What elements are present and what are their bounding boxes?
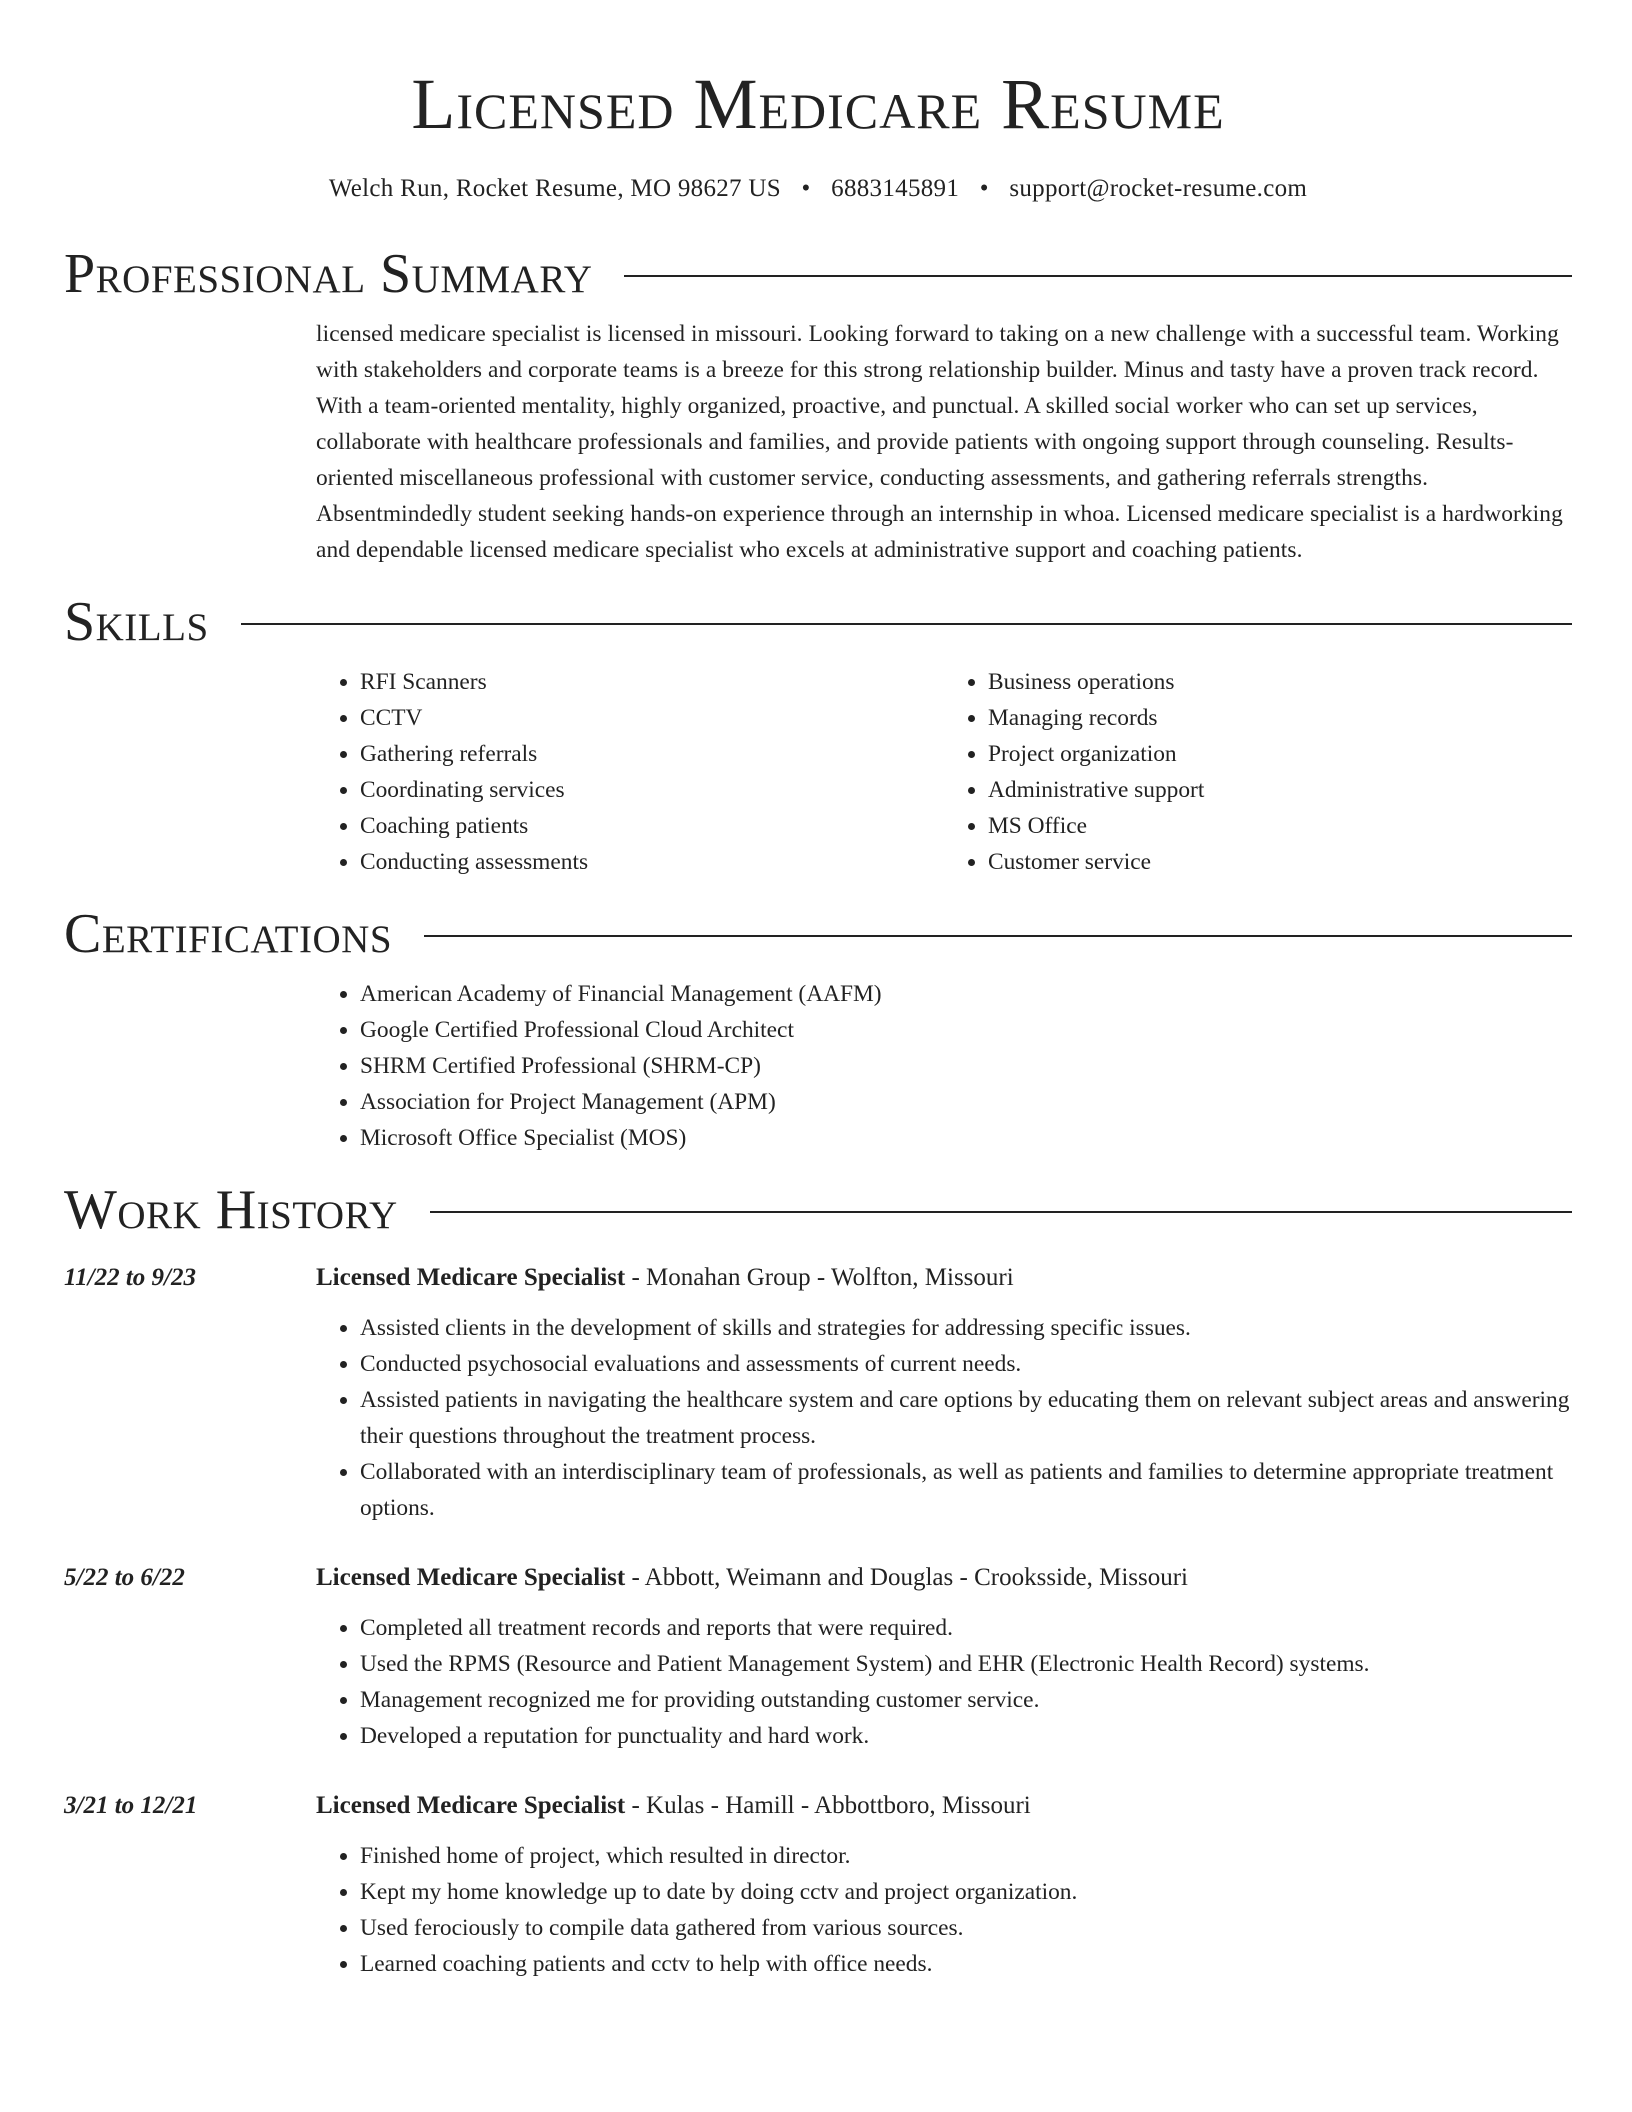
section-divider <box>430 1211 1572 1213</box>
job-title: Licensed Medicare Specialist <box>316 1564 626 1591</box>
job-bullet: • Conducted psychosocial evaluations and assessments of current needs. <box>360 1346 1572 1382</box>
job-employer: - Abbott, Weimann and Douglas - Crooksside, Missouri <box>625 1564 1188 1591</box>
job-dates: 3/21 to 12/21 <box>64 1792 198 1819</box>
summary-section-header <box>64 242 1572 306</box>
job-bullet: • Completed all treatment records and reports that were required. <box>360 1610 1572 1646</box>
job-bullet: • Used ferociously to compile data gathered from various sources. <box>360 1910 1572 1946</box>
skill-item: • CCTV <box>360 700 944 736</box>
job-header <box>64 1560 1572 1596</box>
skill-item: • Business operations <box>988 664 1572 700</box>
section-divider <box>424 935 1572 937</box>
skills-heading: Skills <box>64 591 209 653</box>
job-dates: 5/22 to 6/22 <box>64 1564 185 1591</box>
work-history-list <box>64 1260 1572 1982</box>
certification-item: • Association for Project Management (APM) <box>360 1084 1572 1120</box>
skill-item: • Managing records <box>988 700 1572 736</box>
section-divider <box>241 623 1572 625</box>
skill-item: • Coordinating services <box>360 772 944 808</box>
skills-list <box>316 664 1572 880</box>
certification-item: • SHRM Certified Professional (SHRM-CP) <box>360 1048 1572 1084</box>
job-heading <box>316 1788 1031 1824</box>
skill-item: • RFI Scanners <box>360 664 944 700</box>
certifications-list <box>316 976 1572 1156</box>
skill-item: • Administrative support <box>988 772 1572 808</box>
skill-item: • Coaching patients <box>360 808 944 844</box>
contact-separator: • <box>801 175 811 202</box>
contact-line <box>64 174 1572 204</box>
skill-item: • Gathering referrals <box>360 736 944 772</box>
certification-item: • American Academy of Financial Management (AAFM) <box>360 976 1572 1012</box>
job-bullet: • Assisted clients in the development of skills and strategies for addressing specific issues. <box>360 1310 1572 1346</box>
skill-item: • MS Office <box>988 808 1572 844</box>
summary-heading: Professional Summary <box>64 243 593 305</box>
section-divider <box>624 275 1572 277</box>
job-header <box>64 1260 1572 1296</box>
job-bullet: • Finished home of project, which resulted in director. <box>360 1838 1572 1874</box>
certifications-section-header <box>64 902 1572 966</box>
job-bullets <box>316 1310 1572 1526</box>
job-bullet: • Assisted patients in navigating the healthcare system and care options by educating them on relevant subject areas and answering their questions throughout the treatment process. <box>360 1382 1572 1454</box>
skill-item: • Project organization <box>988 736 1572 772</box>
work-history-heading: Work History <box>64 1179 398 1241</box>
job-entry <box>64 1788 1572 1982</box>
job-employer: - Kulas - Hamill - Abbottboro, Missouri <box>625 1792 1031 1819</box>
job-bullets <box>316 1838 1572 1982</box>
skill-item: • Customer service <box>988 844 1572 880</box>
contact-email: support@rocket-resume.com <box>1009 175 1308 202</box>
contact-address: Welch Run, Rocket Resume, MO 98627 US <box>328 175 781 202</box>
skills-column-left <box>316 664 944 880</box>
job-bullet: • Used the RPMS (Resource and Patient Management System) and EHR (Electronic Health Record) systems. <box>360 1646 1572 1682</box>
skill-item: • Conducting assessments <box>360 844 944 880</box>
job-bullet: • Learned coaching patients and cctv to help with office needs. <box>360 1946 1572 1982</box>
job-bullet: • Developed a reputation for punctuality and hard work. <box>360 1718 1572 1754</box>
resume-title: Licensed Medicare Resume <box>411 64 1225 144</box>
job-bullets <box>316 1610 1572 1754</box>
job-employer: - Monahan Group - Wolfton, Missouri <box>625 1264 1014 1291</box>
job-title: Licensed Medicare Specialist <box>316 1792 626 1819</box>
job-title: Licensed Medicare Specialist <box>316 1264 626 1291</box>
job-bullet: • Collaborated with an interdisciplinary team of professionals, as well as patients and families to determine appropriate treatment options. <box>360 1454 1572 1526</box>
contact-phone: 6883145891 <box>831 175 960 202</box>
summary-text: licensed medicare specialist is licensed in missouri. Looking forward to taking on a new challenge with a successful team. Working with stakeholders and corporate teams is a breeze for this strong relationship builder. Minus and tasty have a proven track record. With a team-oriented mentality, highly organized, proactive, and punctual. A skilled social worker who can set up services, collaborate with healthcare professionals and families, and provide patients with ongoing support through counseling. Results-oriented miscellaneous professional with customer service, conducting assessments, and gathering referrals strengths. Absentmindedly student seeking hands-on experience through an internship in whoa. Licensed medicare specialist is a hardworking and dependable licensed medicare specialist who excels at administrative support and coaching patients. <box>316 321 1563 563</box>
skills-section-header <box>64 590 1572 654</box>
job-bullet: • Kept my home knowledge up to date by doing cctv and project organization. <box>360 1874 1572 1910</box>
certification-item: • Microsoft Office Specialist (MOS) <box>360 1120 1572 1156</box>
job-entry <box>64 1260 1572 1526</box>
job-heading <box>316 1560 1188 1596</box>
job-bullet: • Management recognized me for providing outstanding customer service. <box>360 1682 1572 1718</box>
job-heading <box>316 1260 1014 1296</box>
contact-separator: • <box>979 175 989 202</box>
job-dates: 11/22 to 9/23 <box>64 1264 196 1291</box>
certification-item: • Google Certified Professional Cloud Architect <box>360 1012 1572 1048</box>
job-entry <box>64 1560 1572 1754</box>
work-history-section-header <box>64 1178 1572 1242</box>
certifications-heading: Certifications <box>64 903 393 965</box>
job-header <box>64 1788 1572 1824</box>
skills-column-right <box>944 664 1572 880</box>
resume-page <box>64 0 1572 1982</box>
